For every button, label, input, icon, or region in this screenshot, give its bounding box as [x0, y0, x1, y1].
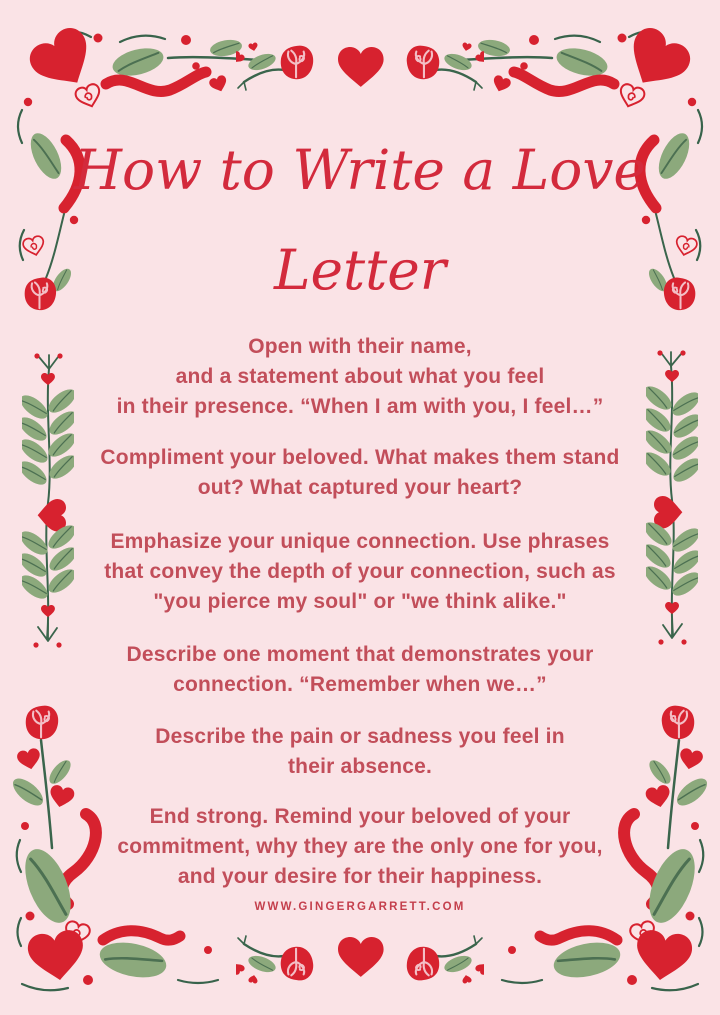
dot [618, 34, 627, 43]
heart-icon [208, 74, 229, 94]
squiggle [178, 980, 218, 983]
squiggle [555, 36, 600, 42]
rose-sprig-top-right [372, 36, 484, 98]
rose-icon [407, 947, 439, 981]
heart-icon [248, 974, 259, 984]
heart-icon [461, 42, 472, 52]
paragraph-open-with-name [0, 332, 720, 422]
rose-sprig-bottom-left [236, 928, 348, 990]
dot [642, 216, 650, 224]
heart-icon [236, 50, 246, 65]
squiggle [699, 918, 703, 946]
rose-icon [407, 46, 439, 80]
heart-icon [617, 24, 696, 99]
paragraph-end-strong [0, 802, 720, 892]
branch-stem [474, 82, 482, 90]
website-url: WWW.GINGERGARRETT.COM [254, 901, 466, 913]
text-line: connection. “Remember when we…” [173, 673, 547, 696]
rose-sprig-top-left [236, 36, 348, 98]
paragraph-pain-sadness [0, 722, 720, 782]
text-line: Describe one moment that demonstrates your [126, 643, 594, 666]
squiggle [502, 980, 542, 983]
heart-icon [24, 24, 103, 99]
dot [204, 946, 212, 954]
heart-icon [474, 961, 484, 976]
squiggle [120, 36, 165, 42]
branch-stem [436, 70, 476, 82]
text-line: in their presence. “When I am with you, I feel…” [116, 395, 604, 418]
heart-icon [461, 974, 472, 984]
text-line: Open with their name, [248, 335, 472, 358]
branch-stem [238, 82, 246, 90]
dot [192, 62, 200, 70]
dot [94, 34, 103, 43]
heart-icon [236, 961, 246, 976]
heart-icon [633, 928, 694, 984]
ribbon-swirl [514, 72, 614, 91]
text-line: and your desire for their happiness. [177, 865, 543, 888]
text-line: "you pierce my soul" or "we think alike." [153, 590, 567, 613]
arrow-fletching [38, 623, 57, 641]
text-line: their absence. [287, 755, 433, 778]
branch-stem [436, 944, 476, 956]
text-line: Describe the pain or sadness you feel in [155, 725, 565, 748]
dot [529, 35, 539, 45]
dot [520, 62, 528, 70]
text-line: commitment, why they are the only one for you, [117, 835, 603, 858]
poster-title-line2: Letter [273, 238, 447, 302]
leaf-icon [551, 937, 624, 983]
paragraph-compliment [0, 443, 720, 503]
dot [24, 98, 32, 106]
heart-icon [474, 50, 484, 65]
paragraph-unique-connection [0, 527, 720, 617]
dot [83, 975, 93, 985]
text-line: End strong. Remind your beloved of your [149, 805, 571, 828]
heart-icon [248, 42, 259, 52]
branch-stem [244, 70, 284, 82]
branch-stem [238, 936, 246, 944]
heart-outline-icon [617, 83, 646, 110]
squiggle [22, 984, 68, 990]
paragraph-one-moment [0, 640, 720, 700]
poster-title-line1: How to Write a Love [74, 138, 646, 202]
text-line: out? What captured your heart? [197, 476, 523, 499]
heart-icon [26, 928, 87, 984]
ribbon-swirl [103, 931, 180, 940]
leaf-icon [97, 937, 170, 983]
squiggle [18, 918, 22, 946]
heart-icon [491, 74, 512, 94]
rose-icon [281, 46, 313, 80]
squiggle [652, 984, 698, 990]
dot [627, 975, 637, 985]
dot [508, 946, 516, 954]
dot [688, 98, 696, 106]
text-line: Emphasize your unique connection. Use phrases [110, 530, 610, 553]
dot [70, 216, 78, 224]
ribbon-swirl [540, 931, 617, 940]
arrow-fletching [663, 620, 682, 638]
text-line: and a statement about what you feel [175, 365, 545, 388]
heart-outline-icon [74, 83, 103, 110]
branch-stem [244, 944, 284, 956]
ribbon-swirl [106, 72, 206, 91]
rose-icon [281, 947, 313, 981]
branch-stem [474, 936, 482, 944]
dot [181, 35, 191, 45]
text-line: that convey the depth of your connection, such as [104, 560, 616, 583]
rose-sprig-bottom-right [372, 928, 484, 990]
text-line: Compliment your beloved. What makes them stand [100, 446, 620, 469]
